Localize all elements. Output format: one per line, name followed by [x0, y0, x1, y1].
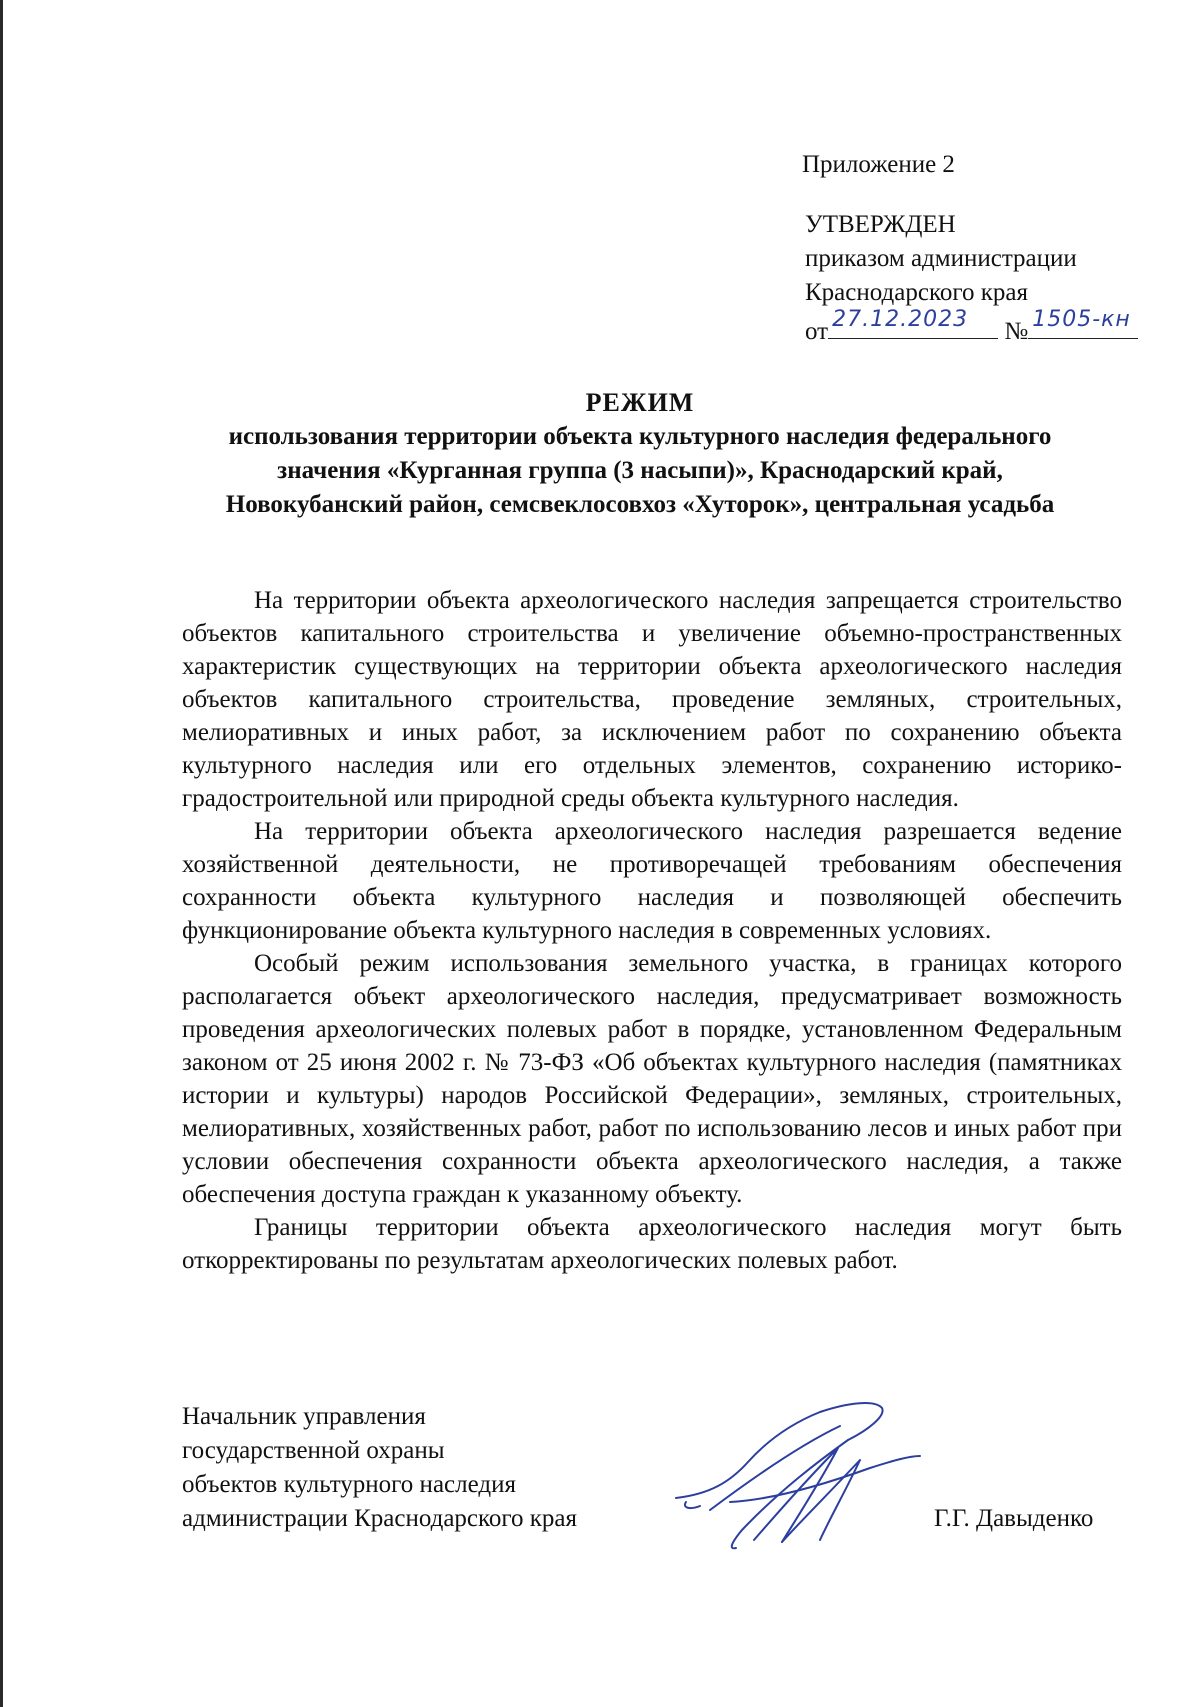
body-paragraph-2: На территории объекта археологического наследия разрешается ведение хозяйственной деятельности, не противоречащей требованиям обеспечения сохранности объекта культурного наследия и позволяющей обеспечить функционирование объекта культурного наследия в современных условиях.	[182, 818, 1122, 944]
position-line-1: Начальник управления	[182, 1403, 426, 1430]
approval-line-1: приказом администрации	[805, 245, 1077, 272]
title-line-2: значения «Курганная группа (3 насыпи)», Краснодарский край,	[277, 457, 1003, 484]
approved-label: УТВЕРЖДЕН	[805, 211, 956, 238]
approval-block	[805, 208, 1138, 349]
position-line-3: объектов культурного наследия	[182, 1471, 516, 1498]
position-line-4: администрации Краснодарского края	[182, 1505, 578, 1532]
title-heading: РЕЖИМ	[585, 388, 695, 417]
scan-edge	[0, 0, 3, 1707]
date-prefix: от	[805, 318, 829, 345]
signatory-position	[182, 1400, 577, 1536]
document-title	[160, 386, 1120, 522]
position-line-2: государственной охраны	[182, 1437, 445, 1464]
appendix-label: Приложение 2	[802, 151, 955, 178]
order-date-handwritten: 27.12.2023	[832, 307, 969, 332]
title-line-1: использования территории объекта культурного наследия федерального	[228, 423, 1052, 450]
approval-line-2: Краснодарского края	[805, 279, 1028, 306]
order-number-field	[1028, 307, 1138, 339]
signature-strokes	[676, 1403, 920, 1548]
order-date-row	[805, 307, 1138, 349]
body-paragraph-3: Особый режим использования земельного участка, в границах которого располагается объект археологического наследия, предусматривает возможность проведения археологических полевых работ в порядке, установленном Федеральным законом от 25 июня 2002 г. № 73-ФЗ «Об объектах культурного наследия (памятниках истории и культуры) народов Российской Федерации», земляных, строительных, мелиоративных, хозяйственных работ, работ по использованию лесов и иных работ при условии обеспечения сохранности объекта археологического наследия, а также обеспечения доступа граждан к указанному объекту.	[182, 950, 1122, 1208]
document-body	[182, 584, 1122, 1277]
body-paragraph-1: На территории объекта археологического наследия запрещается строительство объектов капитального строительства и увеличение объемно-пространственных характеристик существующих на территории объекта археологического наследия объектов капитального строительства, проведение земляных, строительных, мелиоративных и иных работ, за исключением работ по сохранению объекта культурного наследия или его отдельных элементов, сохранению историко-градостроительной или природной среды объекта культурного наследия.	[182, 587, 1122, 812]
order-number-handwritten: 1505-кн	[1032, 307, 1131, 332]
title-line-3: Новокубанский район, семсвеклосовхоз «Хуторок», центральная усадьба	[225, 491, 1055, 518]
order-date-field	[828, 307, 998, 339]
body-paragraph-4: Границы территории объекта археологического наследия могут быть откорректированы по результатам археологических полевых работ.	[182, 1214, 1122, 1274]
handwritten-signature	[670, 1390, 940, 1560]
number-prefix: №	[1004, 318, 1029, 345]
signatory-name: Г.Г. Давыденко	[934, 1505, 1094, 1532]
